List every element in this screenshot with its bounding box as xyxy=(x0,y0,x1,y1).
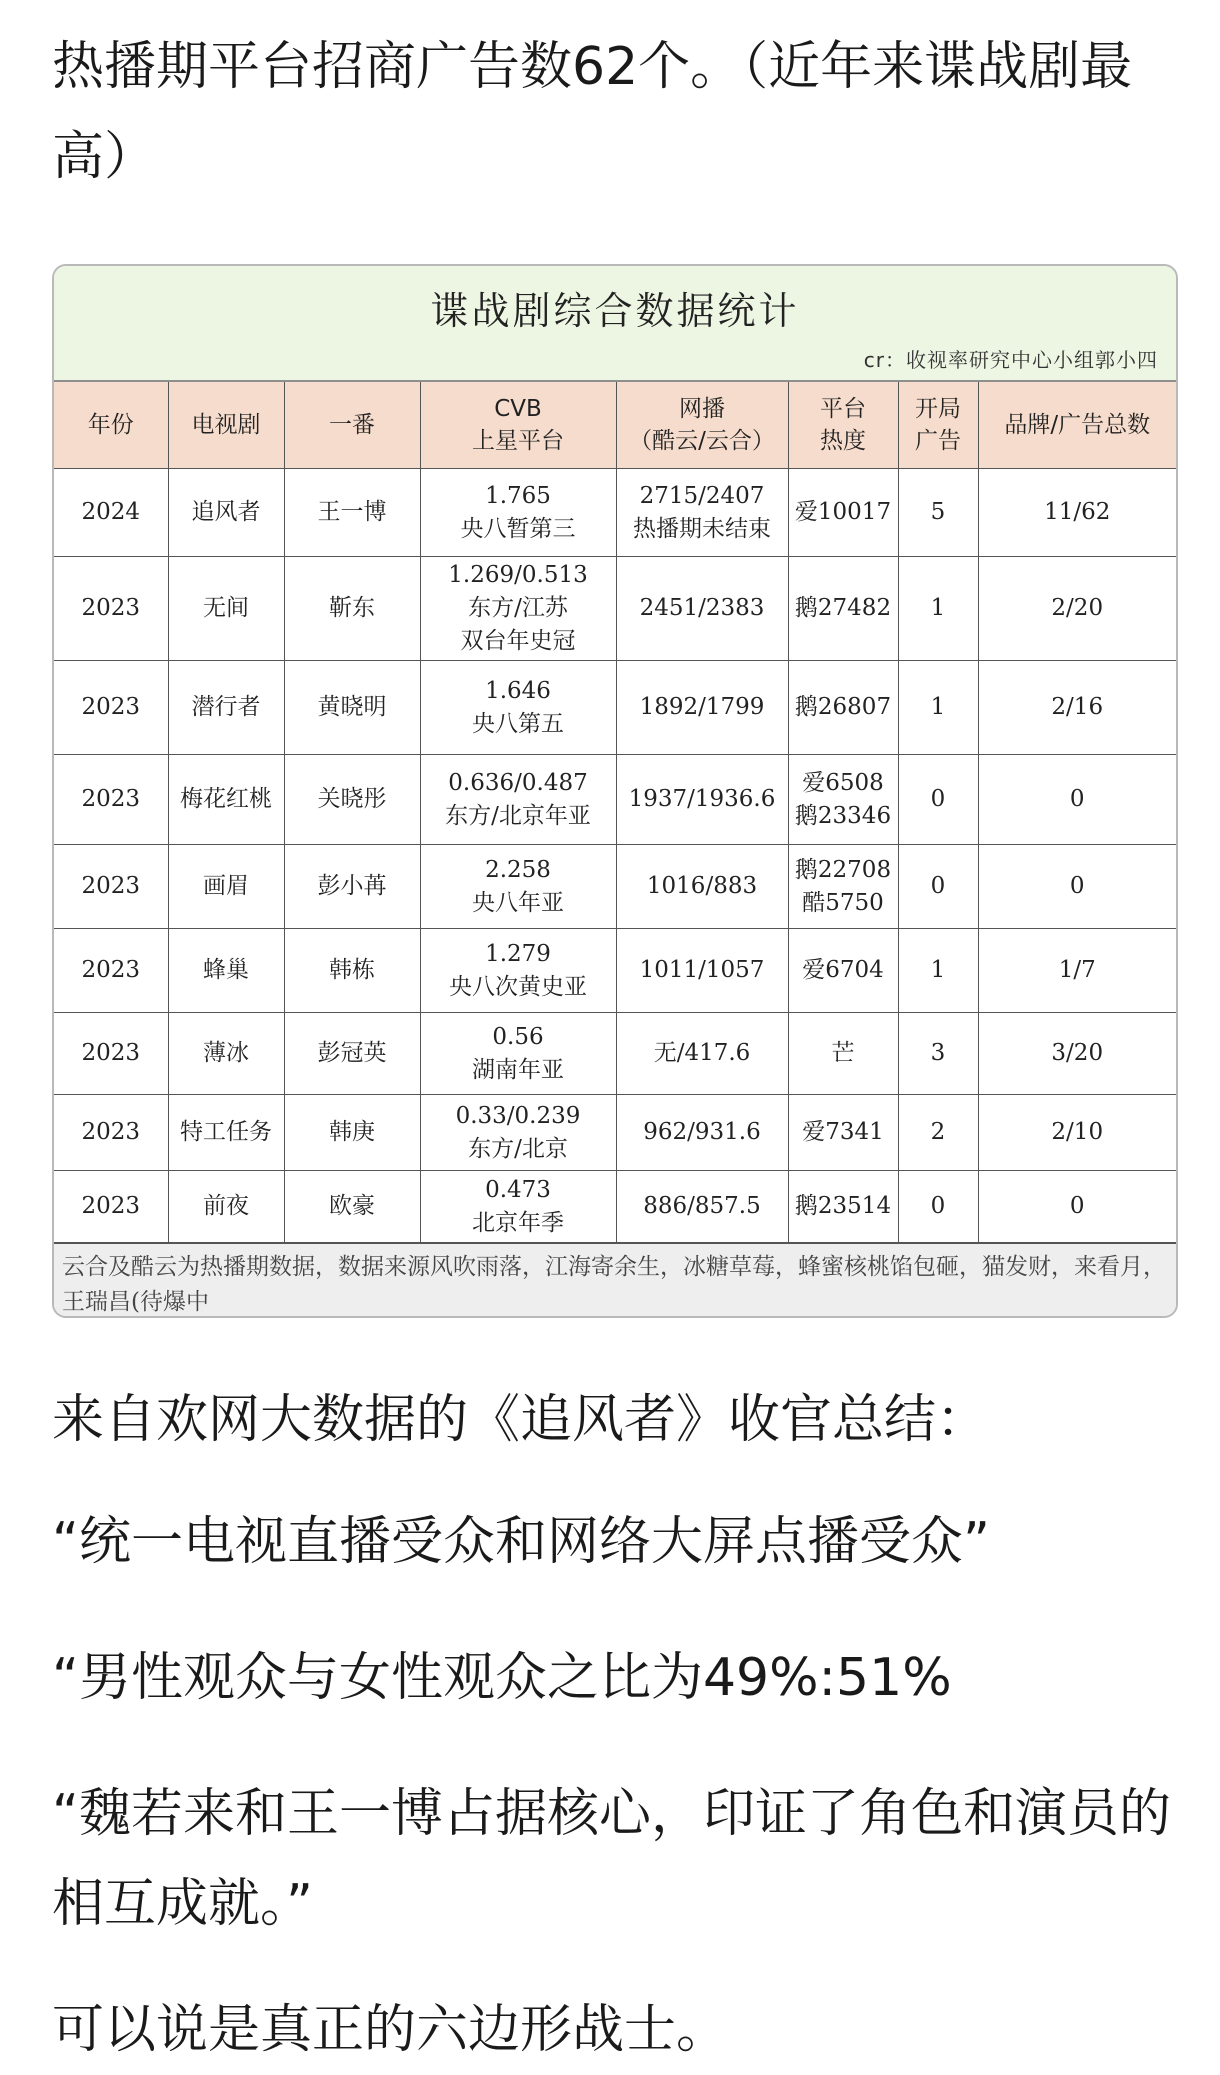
header-line: 平台 xyxy=(820,396,866,422)
cell-drama: 画眉 xyxy=(168,845,284,929)
cell-year: 2023 xyxy=(54,557,168,661)
header-line: 广告 xyxy=(915,428,961,454)
cell-lead: 彭冠英 xyxy=(284,1013,420,1095)
cell-brands: 0 xyxy=(978,845,1176,929)
header-cvb xyxy=(420,382,616,469)
cell-web-line: 886/857.5 xyxy=(643,1193,761,1219)
header-line: 开局 xyxy=(915,396,961,422)
header-line: 热度 xyxy=(820,428,866,454)
header-drama xyxy=(168,382,284,469)
cell-heat xyxy=(788,661,898,755)
cell-heat xyxy=(788,469,898,557)
cell-brands: 3/20 xyxy=(978,1013,1176,1095)
cell-web xyxy=(616,661,788,755)
cell-cvb-line: 1.646 xyxy=(485,677,551,704)
cell-lead: 欧豪 xyxy=(284,1171,420,1243)
header-line: 上星平台 xyxy=(472,428,564,454)
cell-web-line: 1016/883 xyxy=(646,873,758,899)
header-line: 网播 xyxy=(679,396,725,422)
cell-year: 2023 xyxy=(54,1171,168,1243)
cell-lead: 彭小苒 xyxy=(284,845,420,929)
cell-web-line: 2715/2407 xyxy=(639,482,765,509)
cell-opening: 2 xyxy=(898,1095,978,1171)
cell-web xyxy=(616,557,788,661)
cell-heat xyxy=(788,1095,898,1171)
header-line: 年份 xyxy=(87,412,134,438)
cell-year: 2023 xyxy=(54,661,168,755)
cell-heat-line: 鹅26807 xyxy=(794,694,892,720)
cell-year: 2023 xyxy=(54,845,168,929)
cell-heat-line: 酷5750 xyxy=(802,889,884,916)
header-line: （酷云/云合） xyxy=(629,428,775,454)
header-brands xyxy=(978,382,1176,469)
cell-web xyxy=(616,1095,788,1171)
cell-cvb xyxy=(420,1095,616,1171)
cell-cvb-line: 央八次黄史亚 xyxy=(449,973,587,1000)
cell-heat xyxy=(788,557,898,661)
cell-web xyxy=(616,469,788,557)
cell-opening: 3 xyxy=(898,1013,978,1095)
table-row xyxy=(54,557,1176,661)
cell-opening: 0 xyxy=(898,1171,978,1243)
cell-cvb xyxy=(420,845,616,929)
table-row xyxy=(54,929,1176,1013)
cell-brands: 0 xyxy=(978,1171,1176,1243)
cell-year: 2023 xyxy=(54,1095,168,1171)
table-row xyxy=(54,1013,1176,1095)
cell-cvb xyxy=(420,557,616,661)
table-credit: cr：收视率研究中心小组郭小四 xyxy=(863,348,1158,372)
cell-web xyxy=(616,1171,788,1243)
cell-lead: 靳东 xyxy=(284,557,420,661)
table-row xyxy=(54,1171,1176,1243)
cell-cvb-line: 央八年亚 xyxy=(472,889,564,916)
cell-cvb-line: 1.269/0.513 xyxy=(448,562,588,588)
cell-brands: 2/10 xyxy=(978,1095,1176,1171)
cell-web-line: 1892/1799 xyxy=(639,694,765,720)
cell-drama: 梅花红桃 xyxy=(168,755,284,845)
cell-opening: 1 xyxy=(898,557,978,661)
cell-heat xyxy=(788,929,898,1013)
cell-cvb-line: 1.279 xyxy=(485,940,551,967)
table-row xyxy=(54,755,1176,845)
cell-opening: 0 xyxy=(898,755,978,845)
cell-drama: 薄冰 xyxy=(168,1013,284,1095)
table-row xyxy=(54,1095,1176,1171)
cell-web xyxy=(616,929,788,1013)
cell-web xyxy=(616,755,788,845)
header-opening xyxy=(898,382,978,469)
cell-web-line: 962/931.6 xyxy=(643,1119,761,1145)
cell-brands: 0 xyxy=(978,755,1176,845)
header-year xyxy=(54,382,168,469)
cell-opening: 5 xyxy=(898,469,978,557)
cell-heat-line: 鹅27482 xyxy=(794,595,892,621)
cell-web xyxy=(616,845,788,929)
cell-cvb-line: 2.258 xyxy=(485,856,551,883)
quote-gender-ratio: “男性观众与女性观众之比为49%:51% xyxy=(52,1648,952,1708)
cell-heat-line: 爱6704 xyxy=(802,957,884,983)
cell-drama: 前夜 xyxy=(168,1171,284,1243)
cell-cvb-line: 央八暂第三 xyxy=(460,515,576,542)
cell-year: 2023 xyxy=(54,929,168,1013)
cell-cvb-line: 1.765 xyxy=(485,482,551,509)
table-row xyxy=(54,661,1176,755)
cell-heat-line: 芒 xyxy=(831,1040,855,1066)
table-footnote: 云合及酷云为热播期数据，数据来源风吹雨落，江海寄余生，冰糖草莓，蜂蜜核桃馅包砸，猫发财，来看月，王瑞昌(待爆中 xyxy=(54,1243,1176,1318)
header-line: 电视剧 xyxy=(191,412,261,438)
cell-cvb-line: 北京年季 xyxy=(472,1209,564,1236)
cell-opening: 1 xyxy=(898,929,978,1013)
source-line: 来自欢网大数据的《追风者》收官总结： xyxy=(52,1390,989,1450)
cell-drama: 无间 xyxy=(168,557,284,661)
cell-heat-line: 鹅23514 xyxy=(794,1193,892,1219)
cell-heat-line: 鹅22708 xyxy=(794,856,892,883)
header-heat xyxy=(788,382,898,469)
cell-drama: 特工任务 xyxy=(168,1095,284,1171)
cell-heat-line: 鹅23346 xyxy=(794,802,892,829)
cell-cvb-line: 湖南年亚 xyxy=(472,1056,564,1083)
quote-audience: “统一电视直播受众和网络大屏点播受众” xyxy=(52,1512,990,1572)
intro-paragraph: 热播期平台招商广告数62个。（近年来谍战剧最高） xyxy=(52,37,1133,187)
cell-lead: 韩庚 xyxy=(284,1095,420,1171)
header-line: 一番 xyxy=(329,412,375,438)
cell-heat-line: 爱10017 xyxy=(794,499,892,525)
spy-drama-stats-table-card xyxy=(52,264,1178,1318)
header-line: 品牌/广告总数 xyxy=(1004,412,1151,438)
table-title: 谍战剧综合数据统计 xyxy=(430,289,800,333)
cell-heat xyxy=(788,845,898,929)
cell-heat xyxy=(788,1013,898,1095)
cell-cvb xyxy=(420,1013,616,1095)
cell-brands: 2/16 xyxy=(978,661,1176,755)
cell-cvb-line: 东方/北京 xyxy=(468,1135,568,1162)
cell-cvb-line: 0.56 xyxy=(492,1023,544,1050)
cell-brands: 1/7 xyxy=(978,929,1176,1013)
cell-cvb xyxy=(420,929,616,1013)
header-lead xyxy=(284,382,420,469)
cell-year: 2023 xyxy=(54,755,168,845)
header-line: CVB xyxy=(494,396,542,422)
cell-cvb-line: 东方/北京年亚 xyxy=(445,802,591,829)
closing-line: 可以说是真正的六边形战士。 xyxy=(52,2000,729,2060)
cell-cvb xyxy=(420,661,616,755)
cell-heat xyxy=(788,755,898,845)
table-header-row xyxy=(54,382,1176,469)
cell-opening: 0 xyxy=(898,845,978,929)
cell-web-line: 1011/1057 xyxy=(639,957,765,983)
cell-cvb xyxy=(420,1171,616,1243)
table-title-bar xyxy=(54,266,1176,382)
cell-brands: 2/20 xyxy=(978,557,1176,661)
cell-cvb-line: 双台年史冠 xyxy=(460,628,576,654)
table-row xyxy=(54,845,1176,929)
cell-opening: 1 xyxy=(898,661,978,755)
cell-heat-line: 爱7341 xyxy=(802,1119,884,1145)
cell-cvb-line: 东方/江苏 xyxy=(468,595,568,621)
cell-web-line: 2451/2383 xyxy=(639,595,765,621)
cell-web-line: 无/417.6 xyxy=(653,1040,751,1066)
header-web xyxy=(616,382,788,469)
cell-heat xyxy=(788,1171,898,1243)
stats-table xyxy=(54,382,1176,1243)
cell-cvb-line: 0.33/0.239 xyxy=(455,1102,581,1129)
cell-lead: 韩栋 xyxy=(284,929,420,1013)
cell-year: 2024 xyxy=(54,469,168,557)
cell-cvb-line: 0.636/0.487 xyxy=(448,769,588,796)
cell-brands: 11/62 xyxy=(978,469,1176,557)
cell-cvb xyxy=(420,469,616,557)
quote-core-roles: “魏若来和王一博占据核心，印证了角色和演员的相互成就。” xyxy=(52,1784,1171,1934)
cell-cvb-line: 央八第五 xyxy=(472,710,564,737)
cell-year: 2023 xyxy=(54,1013,168,1095)
cell-lead: 王一博 xyxy=(284,469,420,557)
cell-lead: 黄晓明 xyxy=(284,661,420,755)
cell-heat-line: 爱6508 xyxy=(802,769,884,796)
cell-web xyxy=(616,1013,788,1095)
cell-drama: 潜行者 xyxy=(168,661,284,755)
cell-cvb-line: 0.473 xyxy=(485,1176,551,1203)
cell-drama: 追风者 xyxy=(168,469,284,557)
table-body xyxy=(54,469,1176,1243)
cell-web-line: 1937/1936.6 xyxy=(628,786,776,812)
cell-web-line: 热播期未结束 xyxy=(633,515,771,542)
table-row xyxy=(54,469,1176,557)
cell-drama: 蜂巢 xyxy=(168,929,284,1013)
cell-cvb xyxy=(420,755,616,845)
cell-lead: 关晓彤 xyxy=(284,755,420,845)
